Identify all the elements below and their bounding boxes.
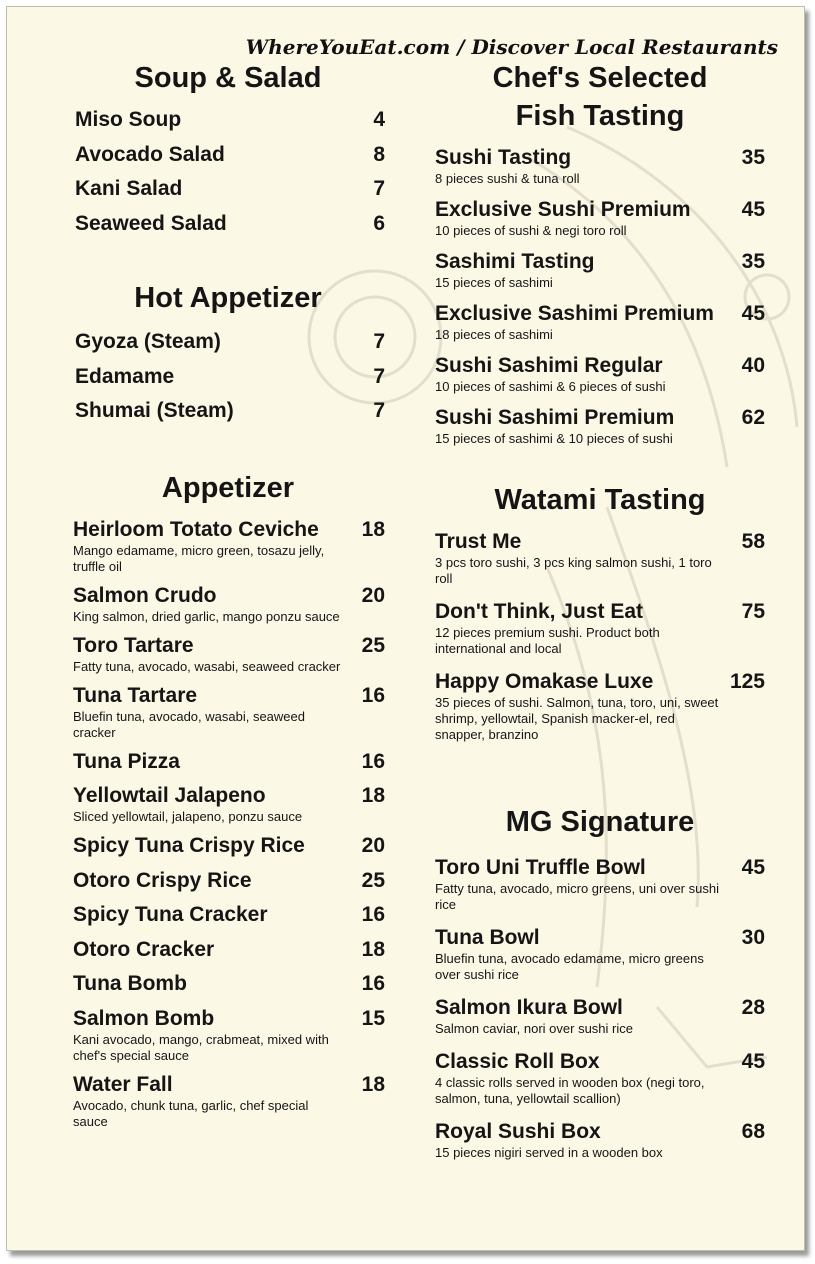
list-item: Sushi Sashimi Premium 62 15 pieces of sashimi & 10 pieces of sushi bbox=[435, 406, 765, 446]
list-item: Salmon Ikura Bowl 28 Salmon caviar, nori over sushi rice bbox=[435, 996, 765, 1036]
list-item: Toro Uni Truffle Bowl 45 Fatty tuna, avocado, micro greens, uni over sushi rice bbox=[435, 856, 765, 912]
section-title-fish-tasting-line1: Chef's Selected bbox=[492, 62, 708, 94]
list-item: Trust Me 58 3 pcs toro sushi, 3 pcs king salmon sushi, 1 toro roll bbox=[435, 530, 765, 586]
watermark-text: WhereYouEat.com / Discover Local Restaurants bbox=[245, 35, 778, 59]
list-item: Sushi Sashimi Regular 40 10 pieces of sashimi & 6 pieces of sushi bbox=[435, 354, 765, 394]
list-item: Otoro Cracker 18 bbox=[73, 937, 385, 961]
list-item: Miso Soup 4 bbox=[75, 108, 385, 131]
list-item: Salmon Bomb 15 Kani avocado, mango, crabmeat, mixed with chef's special sauce bbox=[73, 1006, 385, 1063]
fish-tasting-list bbox=[435, 145, 765, 447]
right-column bbox=[435, 59, 765, 1161]
list-item: Water Fall 18 Avocado, chunk tuna, garlic, chef special sauce bbox=[73, 1072, 385, 1129]
section-title-watami-tasting: Watami Tasting bbox=[494, 484, 706, 516]
list-item: Edamame 7 bbox=[75, 364, 385, 388]
list-item: Salmon Crudo 20 King salmon, dried garlic, mango ponzu sauce bbox=[73, 583, 385, 624]
list-item: Tuna Tartare 16 Bluefin tuna, avocado, wasabi, seaweed cracker bbox=[73, 683, 385, 740]
list-item: Otoro Crispy Rice 25 bbox=[73, 868, 385, 892]
appetizer-list bbox=[71, 517, 385, 1130]
list-item: Tuna Bomb 16 bbox=[73, 972, 385, 995]
list-item: Exclusive Sashimi Premium 45 18 pieces of sashimi bbox=[435, 302, 765, 342]
list-item: Spicy Tuna Crispy Rice 20 bbox=[73, 834, 385, 857]
list-item: Kani Salad 7 bbox=[75, 177, 385, 200]
list-item: Sushi Tasting 35 8 pieces sushi & tuna roll bbox=[435, 146, 765, 186]
menu-page bbox=[6, 6, 805, 1251]
list-item: Royal Sushi Box 68 15 pieces nigiri served in a wooden box bbox=[435, 1120, 765, 1160]
section-title-fish-tasting-line2: Fish Tasting bbox=[515, 100, 685, 132]
list-item: Toro Tartare 25 Fatty tuna, avocado, wasabi, seaweed cracker bbox=[73, 633, 385, 674]
section-title-mg-signature: MG Signature bbox=[505, 806, 695, 838]
hot-appetizer-list bbox=[71, 329, 385, 433]
section-title-appetizer: Appetizer bbox=[161, 471, 295, 504]
mg-signature-list bbox=[435, 855, 765, 1161]
list-item: Seaweed Salad 6 bbox=[75, 211, 385, 235]
list-item: Happy Omakase Luxe 125 35 pieces of sushi. Salmon, tuna, toro, uni, sweet shrimp, yellowtail, Spanish macker-el, red snapper, branzino bbox=[435, 670, 765, 742]
list-item: Sashimi Tasting 35 15 pieces of sashimi bbox=[435, 250, 765, 290]
list-item: Yellowtail Jalapeno 18 Sliced yellowtail, jalapeno, ponzu sauce bbox=[73, 784, 385, 824]
list-item: Tuna Bowl 30 Bluefin tuna, avocado edamame, micro greens over sushi rice bbox=[435, 926, 765, 982]
list-item: Exclusive Sushi Premium 45 10 pieces of sushi & negi toro roll bbox=[435, 198, 765, 238]
list-item: Classic Roll Box 45 4 classic rolls served in wooden box (negi toro, salmon, tuna, yellowtail scallion) bbox=[435, 1050, 765, 1106]
list-item: Spicy Tuna Cracker 16 bbox=[73, 903, 385, 926]
list-item: Avocado Salad 8 bbox=[75, 142, 385, 166]
list-item: Tuna Pizza 16 bbox=[73, 749, 385, 773]
section-title-hot-appetizer: Hot Appetizer bbox=[134, 282, 322, 314]
left-column bbox=[71, 59, 385, 1130]
list-item: Don't Think, Just Eat 75 12 pieces premium sushi. Product both international and local bbox=[435, 600, 765, 656]
list-item: Gyoza (Steam) 7 bbox=[75, 330, 385, 353]
soup-salad-list bbox=[71, 107, 385, 245]
list-item: Shumai (Steam) 7 bbox=[75, 399, 385, 422]
section-title-soup-salad: Soup & Salad bbox=[134, 62, 322, 94]
watami-tasting-list bbox=[435, 529, 765, 743]
list-item: Heirloom Totato Ceviche 18 Mango edamame, micro green, tosazu jelly, truffle oil bbox=[73, 517, 385, 574]
